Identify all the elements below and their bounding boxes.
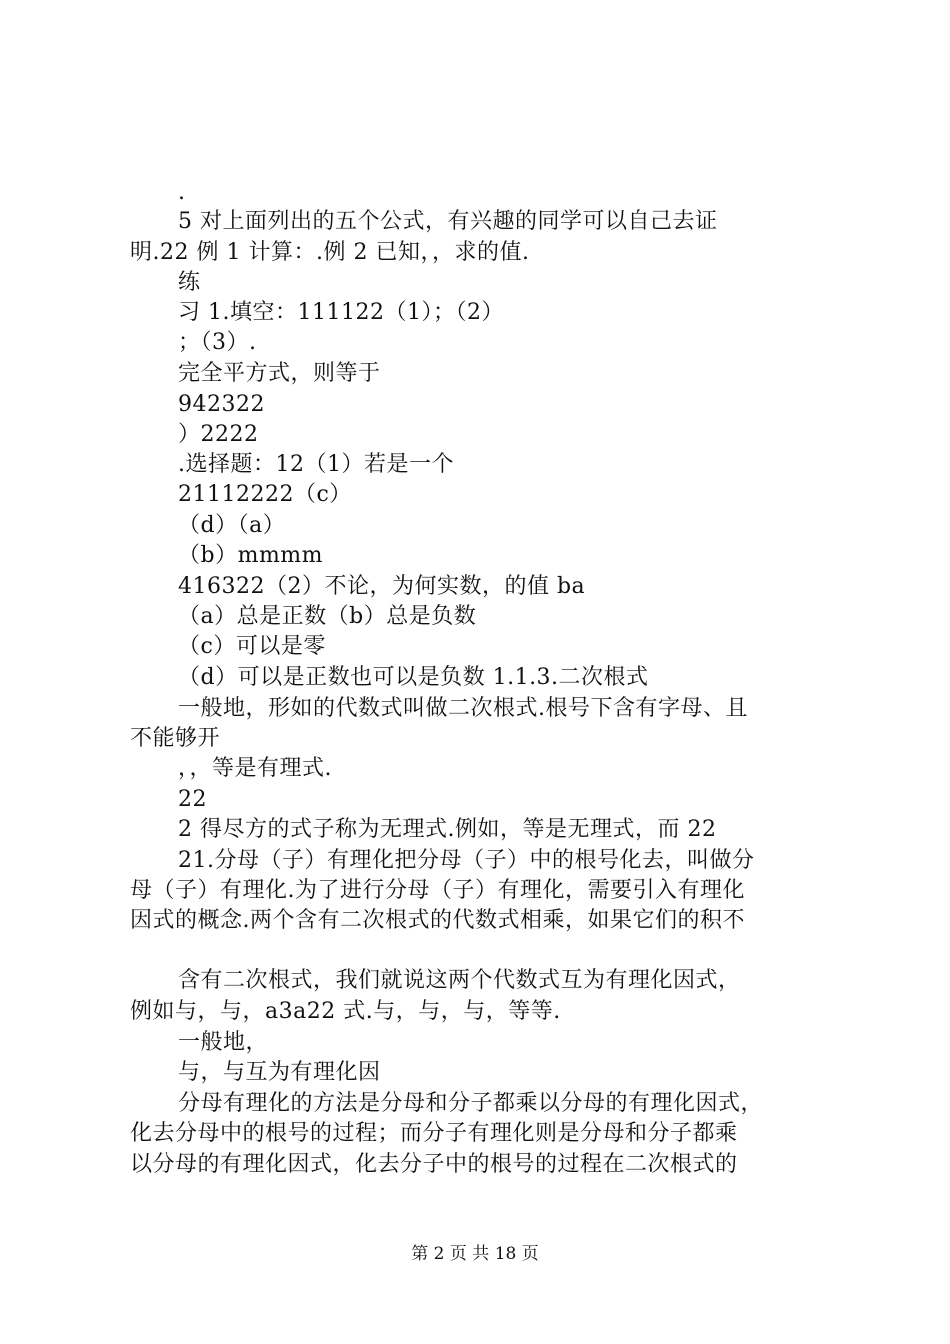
text-line: . [178,180,186,205]
text-line: （d）可以是正数也可以是负数 1.1.3.二次根式 [178,665,649,690]
text-line: 例如与，与，a3a22 式.与，与，与，等等. [130,999,561,1024]
text-line: 21.分母（子）有理化把分母（子）中的根号化去，叫做分 [178,848,755,873]
text-line: ；（3）. [178,330,257,355]
text-line: 明.22 例 1 计算：.例 2 已知，，求的值. [130,240,530,265]
text-line: 21112222（c） [178,482,352,507]
text-line: ）2222 [178,422,259,447]
text-line: 化去分母中的根号的过程；而分子有理化则是分母和分子都乘 [130,1121,738,1146]
text-line: 以分母的有理化因式，化去分子中的根号的过程在二次根式的 [130,1152,738,1177]
text-line: 22 [178,787,207,812]
text-line: ，，等是有理式. [178,756,332,781]
text-line: 与，与互为有理化因 [178,1060,381,1085]
text-line: 5 对上面列出的五个公式，有兴趣的同学可以自己去证 [178,209,718,234]
text-line: 分母有理化的方法是分母和分子都乘以分母的有理化因式， [178,1091,764,1116]
text-line: 一般地， [178,1030,269,1055]
text-line: 练 [178,270,201,295]
text-line: 942322 [178,392,265,417]
text-line: 不能够开 [130,726,221,751]
text-line: （b）mmmm [178,543,324,568]
text-line: 一般地，形如的代数式叫做二次根式.根号下含有字母、且 [178,696,748,721]
text-line: 因式的概念.两个含有二次根式的代数式相乘，如果它们的积不 [130,908,745,933]
text-line: （d）（a） [178,513,286,538]
text-line: 含有二次根式，我们就说这两个代数式互为有理化因式， [178,968,741,993]
text-line: 习 1.填空：111122（1）；（2） [178,300,504,325]
text-line: 2 得尽方的式子称为无理式.例如，等是无理式，而 22 [178,817,717,842]
text-line: 416322（2）不论，为何实数，的值 ba [178,574,586,599]
text-line: （c）可以是零 [178,634,326,659]
page-footer: 第 2 页 共 18 页 [411,1244,539,1264]
text-line: 母（子）有理化.为了进行分母（子）有理化，需要引入有理化 [130,878,745,903]
text-line: .选择题：12（1）若是一个 [178,452,454,477]
text-line: 完全平方式，则等于 [178,361,381,386]
text-line: （a）总是正数（b）总是负数 [178,604,477,629]
